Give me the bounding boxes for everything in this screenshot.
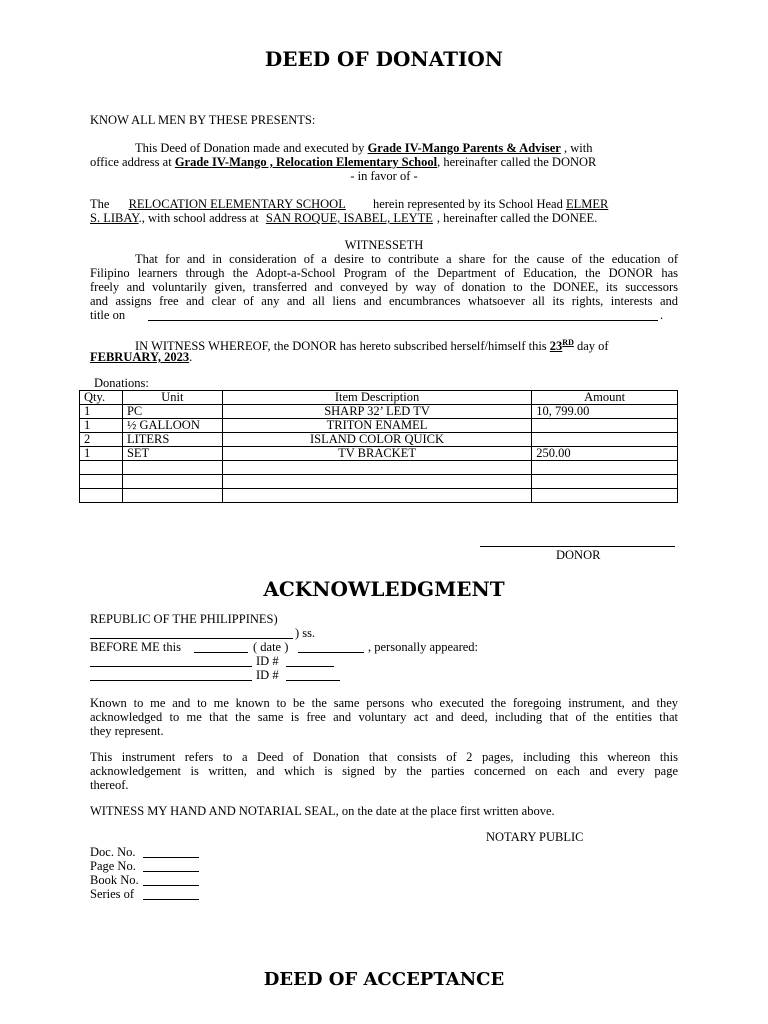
p4-text-b: day of <box>576 339 609 354</box>
book-no-line <box>143 885 199 886</box>
in-favor-of: - in favor of - <box>350 169 418 183</box>
series-of-label: Series of <box>90 887 135 901</box>
ack-para2-line3: thereof. <box>90 778 129 792</box>
cell-description: TV BRACKET <box>222 447 531 461</box>
cell-unit: SET <box>122 447 222 461</box>
p3-line2: Filipino learners through the Adopt-a-School Program of the Department of Education, the DONOR has <box>90 266 678 280</box>
series-of-line <box>143 899 199 900</box>
p3-line1: That for and in consideration of a desire to contribute a share for the cause of the education of <box>135 252 678 266</box>
cell-unit: LITERS <box>122 433 222 447</box>
notary-public-label: NOTARY PUBLIC <box>486 830 584 844</box>
p4-line2 <box>90 350 678 364</box>
cell-amount <box>532 461 678 475</box>
p2-text-a: The <box>90 197 110 211</box>
donation-day-suffix: RD <box>562 338 574 347</box>
doc-no-line <box>143 857 199 858</box>
month-blank-line <box>298 652 364 653</box>
cell-description <box>222 475 531 489</box>
day-blank-line <box>194 652 248 653</box>
donee-name: RELOCATION ELEMENTARY SCHOOL <box>128 197 346 211</box>
cell-unit: PC <box>122 405 222 419</box>
p3-title-on: title on <box>90 308 126 322</box>
ack-para2-line1: This instrument refers to a Deed of Donation that consists of 2 pages, including this whereon this <box>90 750 678 764</box>
p2-text-b: herein represented by its School Head <box>372 197 563 211</box>
cell-description: SHARP 32’ LED TV <box>222 405 531 419</box>
venue-blank-line <box>90 638 293 639</box>
p2-text-d: , hereinafter called the DONEE. <box>436 211 598 225</box>
cell-qty: 2 <box>80 433 123 447</box>
header-item-description: Item Description <box>222 391 531 405</box>
p1-text-b: , with <box>563 141 593 155</box>
page-no-label: Page No. <box>90 859 136 873</box>
table-row <box>80 475 678 489</box>
table-header-row <box>80 391 678 405</box>
cell-amount: 250.00 <box>532 447 678 461</box>
donor-signature-line <box>480 546 675 547</box>
republic-line: REPUBLIC OF THE PHILIPPINES) <box>90 612 278 626</box>
cell-unit <box>122 461 222 475</box>
donor-address: Grade IV-Mango , Relocation Elementary School <box>174 155 438 169</box>
cell-description <box>222 489 531 503</box>
title-on-period: . <box>660 308 664 322</box>
book-no-label: Book No. <box>90 873 139 887</box>
donor-name: Grade IV-Mango Parents & Adviser <box>367 141 561 155</box>
p2-line2 <box>90 211 678 225</box>
p3-line4: and assigns free and clear of any and all liens and encumbrances whatsoever all its rights, interests and <box>90 294 678 308</box>
acknowledgment-title: ACKNOWLEDGMENT <box>263 577 505 601</box>
document-title: DEED OF DONATION <box>264 47 504 71</box>
appearer2-id-label: ID # <box>256 668 279 682</box>
p2-line1 <box>90 197 678 211</box>
p1-line2 <box>90 155 678 169</box>
personally-appeared: , personally appeared: <box>368 640 479 654</box>
appearer1-id-label: ID # <box>256 654 279 668</box>
header-unit: Unit <box>122 391 222 405</box>
school-address: SAN ROQUE, ISABEL, LEYTE <box>265 211 433 225</box>
p4-text-c: . <box>189 350 193 364</box>
ack-para1-line2: acknowledged to me that the same is free and voluntary act and deed, including that of the entities that <box>90 710 678 724</box>
donor-signature-label: DONOR <box>556 548 601 562</box>
p1-line1 <box>90 141 678 155</box>
before-me-text: BEFORE ME this <box>90 640 181 654</box>
p1-text-a: This Deed of Donation made and executed by <box>135 141 365 155</box>
appearer1-id-line <box>286 666 334 667</box>
p2-text-c: ., with school address at <box>138 211 259 225</box>
school-head-first: ELMER <box>565 197 609 211</box>
cell-amount <box>532 475 678 489</box>
cell-description <box>222 461 531 475</box>
donation-day: 23 <box>549 339 563 354</box>
cell-amount <box>532 419 678 433</box>
cell-unit <box>122 489 222 503</box>
ack-para2-line2: acknowledgement is written, and which is signed by the parties concerned on each and every page <box>90 764 678 778</box>
cell-qty: 1 <box>80 447 123 461</box>
p1-text-c: office address at <box>90 155 172 169</box>
cell-qty <box>80 461 123 475</box>
cell-qty <box>80 489 123 503</box>
witness-hand-seal: WITNESS MY HAND AND NOTARIAL SEAL, on the date at the place first written above. <box>90 804 555 818</box>
appearer2-name-line <box>90 680 252 681</box>
table-row <box>80 419 678 433</box>
cell-amount: 10, 799.00 <box>532 405 678 419</box>
cell-amount <box>532 489 678 503</box>
doc-no-label: Doc. No. <box>90 845 136 859</box>
p4-text-a: IN WITNESS WHEREOF, the DONOR has hereto subscribed herself/himself this <box>135 339 547 354</box>
school-head-last: S. LIBAY <box>90 211 139 225</box>
cell-unit: ½ GALLOON <box>122 419 222 433</box>
title-on-blank-line <box>148 320 658 321</box>
table-row <box>80 489 678 503</box>
deed-of-acceptance-title: DEED OF ACCEPTANCE <box>263 969 505 990</box>
appearer2-id-line <box>286 680 340 681</box>
donations-label: Donations: <box>94 376 149 390</box>
table-row <box>80 447 678 461</box>
page-no-line <box>143 871 199 872</box>
ack-para1-line1: Known to me and to me known to be the same persons who executed the foregoing instrument, and they <box>90 696 678 710</box>
cell-qty: 1 <box>80 419 123 433</box>
cell-description: TRITON ENAMEL <box>222 419 531 433</box>
appearer1-name-line <box>90 666 252 667</box>
donations-table <box>79 390 678 503</box>
witnesseth: WITNESSETH <box>344 238 424 252</box>
table-row <box>80 461 678 475</box>
p3-line3: freely and voluntarily given, transferred and conveyed by way of donation to the DONEE, its successors <box>90 280 678 294</box>
ss-label: ) ss. <box>295 626 316 640</box>
cell-amount <box>532 433 678 447</box>
know-all-men: KNOW ALL MEN BY THESE PRESENTS: <box>90 113 316 127</box>
ack-para1-line3: they represent. <box>90 724 164 738</box>
donation-month-year: FEBRUARY, 2023 <box>90 350 190 364</box>
cell-qty: 1 <box>80 405 123 419</box>
cell-description: ISLAND COLOR QUICK <box>222 433 531 447</box>
table-row <box>80 433 678 447</box>
header-qty: Qty. <box>80 391 123 405</box>
p1-text-d: , hereinafter called the DONOR <box>437 155 597 169</box>
cell-qty <box>80 475 123 489</box>
date-label: ( date ) <box>253 640 289 654</box>
cell-unit <box>122 475 222 489</box>
table-row <box>80 405 678 419</box>
header-amount: Amount <box>532 391 678 405</box>
